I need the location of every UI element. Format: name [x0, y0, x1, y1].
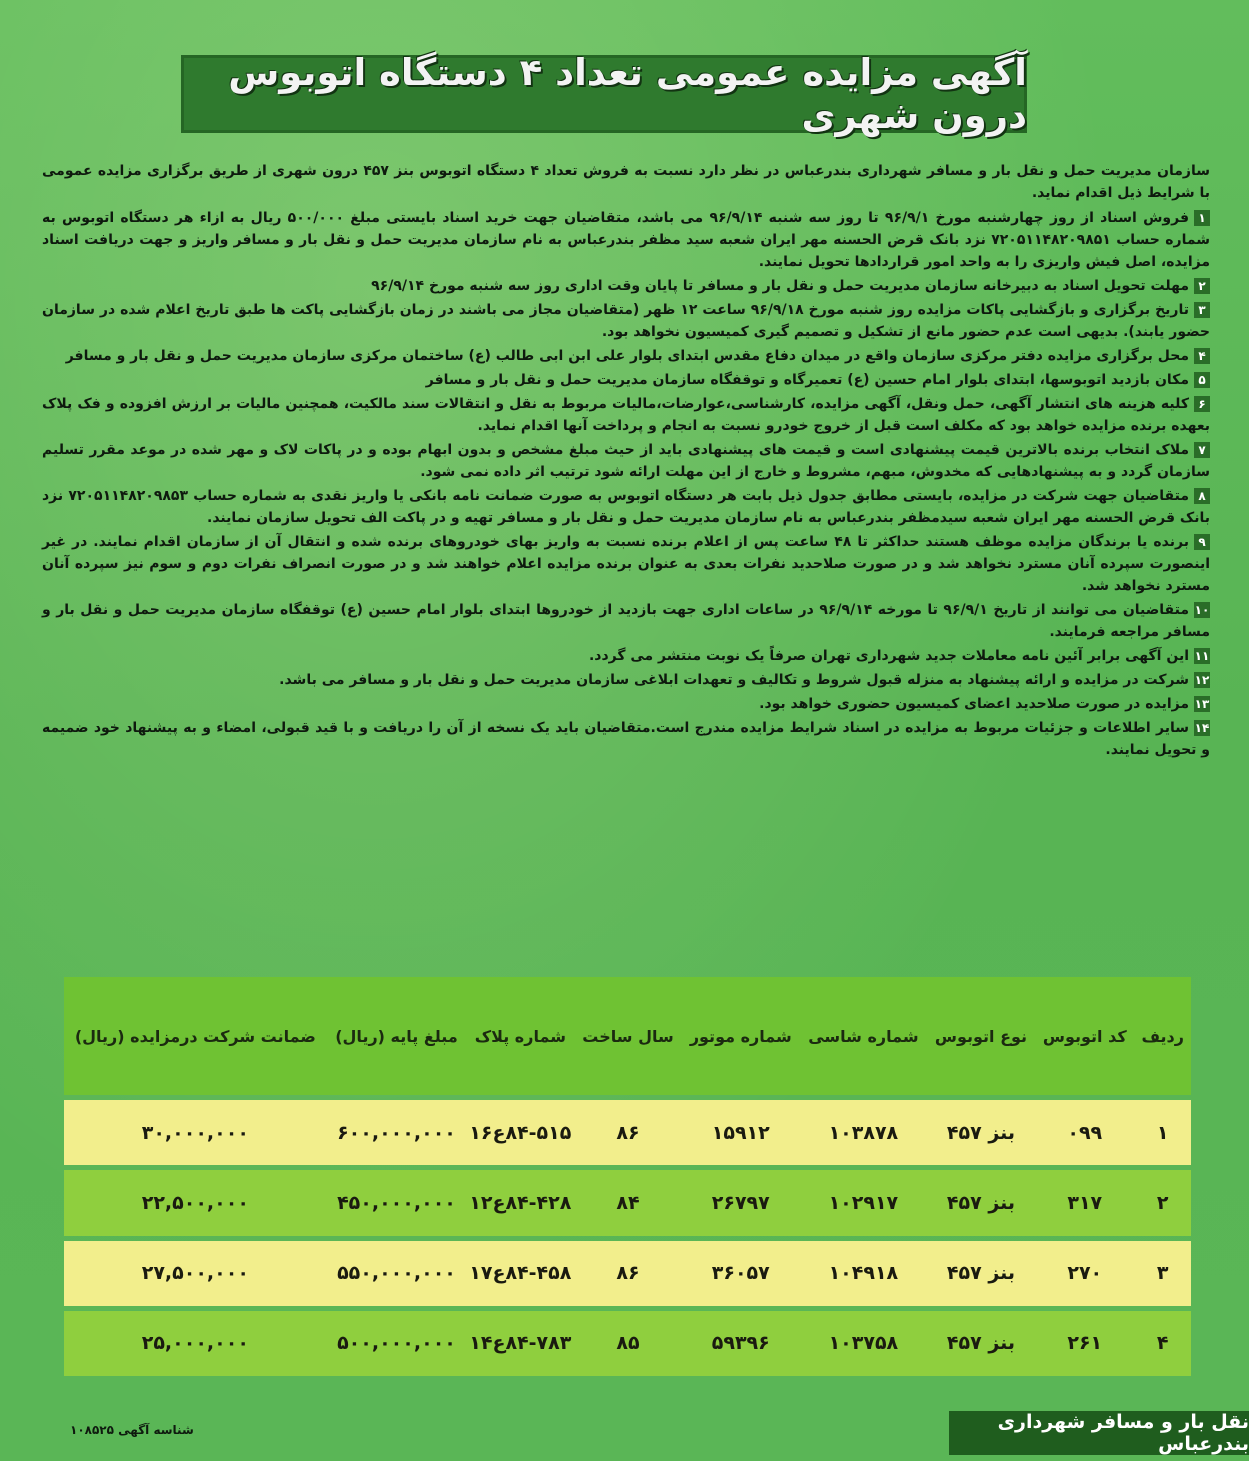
- clause-text: تاریخ برگزاری و بازگشایی پاکات مزایده روز شنبه مورخ ۹۶/۹/۱۸ ساعت ۱۲ ظهر (متقاضیان مجاز می باشند در زمان بازگشایی پاکت ها طبق تاریخ اعلام شده در سازمان حضور یابند). بدیهی است عدم حضور مانع از تشکیل و تصمیم گیری کمیسیون نخواهد بود.: [42, 302, 1210, 340]
- cell: ۸۴-۴۵۸ع۱۷: [466, 1241, 574, 1306]
- cell: ۲۲,۵۰۰,۰۰۰: [64, 1170, 327, 1235]
- clause-number: ۱۱: [1194, 649, 1210, 663]
- clause-number: ۳: [1194, 302, 1210, 318]
- clause-number: ۱۳: [1194, 697, 1210, 711]
- cell: ۲۵,۰۰۰,۰۰۰: [64, 1311, 327, 1376]
- clause-14: [42, 717, 1210, 761]
- clause-11: [42, 645, 1210, 667]
- cell: ۴: [1134, 1311, 1191, 1376]
- ad-body: [42, 160, 1210, 763]
- clause-2: [42, 275, 1210, 297]
- cell: ۸۴-۷۸۳ع۱۴: [466, 1311, 574, 1376]
- cell: ۱۰۲۹۱۷: [800, 1170, 927, 1235]
- table-header-row: [64, 977, 1191, 1095]
- clause-number: ۱: [1194, 210, 1210, 226]
- header-base-price: مبلغ پایه (ریال): [327, 977, 467, 1095]
- clause-4: [42, 345, 1210, 367]
- clause-text: فروش اسناد از روز چهارشنبه مورخ ۹۶/۹/۱ تا روز سه شنبه ۹۶/۹/۱۴ می باشد، متقاضیان جهت خرید اسناد بایستی مبلغ ۵۰۰/۰۰۰ ریال به ازاء هر دستگاه اتوبوس به شماره حساب ۷۲۰۵۱۱۴۸۲۰۹۸۵۱ نزد بانک قرض الحسنه مهر ایران شعبه سید مظفر بندرعباس به نام سازمان مدیریت حمل و نقل بار و مسافر واریز و جهت دریافت اسناد مزایده، اصل فیش واریزی را به واحد امور قراردادها تحویل نمایند.: [42, 210, 1210, 270]
- cell: ۱۰۳۷۵۸: [800, 1311, 927, 1376]
- cell: ۱۰۳۸۷۸: [800, 1100, 927, 1165]
- clause-text: مکان بازدید اتوبوسها، ابتدای بلوار امام حسین (ع) تعمیرگاه و توقفگاه سازمان مدیریت حمل و نقل بار و مسافر: [425, 372, 1189, 388]
- cell: ۸۴: [574, 1170, 681, 1235]
- cell: ۸۴-۴۲۸ع۱۲: [466, 1170, 574, 1235]
- clause-5: [42, 369, 1210, 391]
- header-row-number: ردیف: [1134, 977, 1191, 1095]
- clause-text: ملاک انتخاب برنده بالاترین قیمت پیشنهادی است و قیمت های پیشنهادی باید از حیث مبلغ مشخص و بدون ابهام بوده و در پاکات لاک و مهر شده در موعد مقرر تسلیم سازمان گردد و به پیشنهادهایی که مخدوش، مبهم، مشروط و خارج از این مهلت ارائه شود ترتیب اثر داده نمی شود.: [42, 442, 1210, 480]
- clause-3: [42, 299, 1210, 343]
- clause-text: شرکت در مزایده و ارائه پیشنهاد به منزله قبول شروط و تکالیف و تعهدات ابلاغی سازمان مدیریت حمل و نقل بار و مسافر می باشد.: [279, 672, 1189, 688]
- header-guarantee: ضمانت شرکت درمزایده (ریال): [64, 977, 327, 1095]
- clause-number: ۷: [1194, 442, 1210, 458]
- ad-title-banner: [181, 51, 1027, 137]
- ad-footer: [0, 1403, 1249, 1461]
- clause-8: [42, 485, 1210, 529]
- clause-7: [42, 439, 1210, 483]
- bus-table: [64, 972, 1191, 1381]
- cell: ۵۰۰,۰۰۰,۰۰۰: [327, 1311, 467, 1376]
- cell: بنز ۴۵۷: [927, 1170, 1035, 1235]
- header-bus-code: کد اتوبوس: [1035, 977, 1134, 1095]
- cell: ۰۹۹: [1035, 1100, 1134, 1165]
- clause-number: ۸: [1194, 488, 1210, 504]
- clause-text: متقاضیان جهت شرکت در مزایده، بایستی مطابق جدول ذیل بابت هر دستگاه اتوبوس به صورت ضمانت نامه بانکی یا واریز نقدی به شماره حساب ۷۲۰۵۱۱۴۸۲۰۹۸۵۳ نزد بانک قرض الحسنه مهر ایران شعبه سیدمظفر بندرعباس به نام سازمان مدیریت حمل و نقل بار و مسافر تهیه و در پاکت الف تحویل سازمان نمایند.: [42, 488, 1210, 526]
- clause-text: مهلت تحویل اسناد به دبیرخانه سازمان مدیریت حمل و نقل بار و مسافر تا پایان وقت اداری روز سه شنبه مورخ ۹۶/۹/۱۴: [371, 278, 1189, 294]
- clause-text: محل برگزاری مزایده دفتر مرکزی سازمان واقع در میدان دفاع مقدس ابتدای بلوار علی ابن ابی طالب (ع) ساختمان مرکزی سازمان مدیریت حمل و نقل بار و مسافر: [65, 348, 1189, 364]
- clause-number: ۲: [1194, 278, 1210, 294]
- table-row: [64, 1241, 1191, 1306]
- clause-number: ۱۴: [1194, 721, 1210, 735]
- cell: بنز ۴۵۷: [927, 1241, 1035, 1306]
- clause-text: برنده یا برندگان مزایده موظف هستند حداکثر تا ۴۸ ساعت پس از اعلام برنده نسبت به واریز بهای خودروهای برنده شده و انتقال آن از سازمان اقدام نمایند. در غیر اینصورت سپرده آنان مسترد نخواهد شد و در صورت صلاحدید نفرات بعدی به عنوان برنده مزایده اعلام خواهند شد و در صورت انصراف نفرات دوم و سوم نیز سپرده آنان مسترد نخواهد شد.: [42, 534, 1210, 594]
- cell: ۳۰,۰۰۰,۰۰۰: [64, 1100, 327, 1165]
- table-row: [64, 1100, 1191, 1165]
- clause-number: ۱۲: [1194, 673, 1210, 687]
- ad-title: آگهی مزایده عمومی تعداد ۴ دستگاه اتوبوس درون شهری: [228, 51, 1027, 137]
- clause-number: ۴: [1194, 348, 1210, 364]
- table-row: [64, 1170, 1191, 1235]
- intro-paragraph: سازمان مدیریت حمل و نقل بار و مسافر شهرداری بندرعباس در نظر دارد نسبت به فروش تعداد ۴ دستگاه اتوبوس بنز ۴۵۷ درون شهری از طریق برگزاری مزایده عمومی با شرایط ذیل اقدام نماید.: [42, 163, 1210, 201]
- clause-number: ۶: [1194, 396, 1210, 412]
- cell: ۳: [1134, 1241, 1191, 1306]
- clause-number: ۹: [1194, 534, 1210, 550]
- cell: ۱: [1134, 1100, 1191, 1165]
- clause-9: [42, 531, 1210, 597]
- clause-number: ۱۰: [1194, 603, 1210, 617]
- cell: ۸۵: [574, 1311, 681, 1376]
- cell: ۴۵۰,۰۰۰,۰۰۰: [327, 1170, 467, 1235]
- clause-text: کلیه هزینه های انتشار آگهی، حمل ونقل، آگهی مزایده، کارشناسی،عوارضات،مالیات مربوط به نقل و انتقالات سند مالکیت، همچنین مالیات بر ارزش افزوده و فک پلاک بعهده برنده مزایده خواهد بود که مکلف است قبل از خروج خودرو نسبت به انجام و پرداخت آنها اقدام نماید.: [42, 396, 1210, 434]
- cell: ۳۶۰۵۷: [682, 1241, 800, 1306]
- cell: ۲۷,۵۰۰,۰۰۰: [64, 1241, 327, 1306]
- clause-6: [42, 393, 1210, 437]
- clause-text: این آگهی برابر آئین نامه معاملات جدید شهرداری تهران صرفاً یک نوبت منتشر می گردد.: [588, 648, 1189, 664]
- footer-ad-id: شناسه آگهی ۱۰۸۵۲۵: [70, 1423, 194, 1437]
- clause-10: [42, 599, 1210, 643]
- cell: ۲۶۱: [1035, 1311, 1134, 1376]
- clause-1: [42, 207, 1210, 273]
- cell: ۲۷۰: [1035, 1241, 1134, 1306]
- bus-table-container: [64, 972, 1191, 1381]
- table-row: [64, 1311, 1191, 1376]
- header-build-year: سال ساخت: [574, 977, 681, 1095]
- cell: بنز ۴۵۷: [927, 1311, 1035, 1376]
- cell: ۱۰۴۹۱۸: [800, 1241, 927, 1306]
- cell: ۵۹۳۹۶: [682, 1311, 800, 1376]
- cell: بنز ۴۵۷: [927, 1100, 1035, 1165]
- cell: ۲: [1134, 1170, 1191, 1235]
- clause-number: ۵: [1194, 372, 1210, 388]
- header-bus-type: نوع اتوبوس: [927, 977, 1035, 1095]
- footer-org-name: نقل بار و مسافر شهرداری بندرعباس: [949, 1411, 1249, 1455]
- clause-13: [42, 693, 1210, 715]
- cell: ۳۱۷: [1035, 1170, 1134, 1235]
- header-plate-number: شماره پلاک: [466, 977, 574, 1095]
- cell: ۶۰۰,۰۰۰,۰۰۰: [327, 1100, 467, 1165]
- cell: ۲۶۷۹۷: [682, 1170, 800, 1235]
- cell: ۱۵۹۱۲: [682, 1100, 800, 1165]
- cell: ۸۴-۵۱۵ع۱۶: [466, 1100, 574, 1165]
- cell: ۵۵۰,۰۰۰,۰۰۰: [327, 1241, 467, 1306]
- header-chassis-number: شماره شاسی: [800, 977, 927, 1095]
- clause-text: سایر اطلاعات و جزئیات مربوط به مزایده در اسناد شرایط مزایده مندرج است.متقاضیان باید یک نسخه از آن را دریافت و با قید قبولی، امضاء و به پیشنهاد خود ضمیمه و تحویل نمایند.: [42, 720, 1210, 758]
- header-engine-number: شماره موتور: [682, 977, 800, 1095]
- cell: ۸۶: [574, 1100, 681, 1165]
- cell: ۸۶: [574, 1241, 681, 1306]
- clause-text: مزایده در صورت صلاحدید اعضای کمیسیون حضوری خواهد بود.: [759, 696, 1189, 712]
- clause-12: [42, 669, 1210, 691]
- clause-text: متقاضیان می توانند از تاریخ ۹۶/۹/۱ تا مورخه ۹۶/۹/۱۴ در ساعات اداری جهت بازدید از خودروها ابتدای بلوار امام حسین (ع) توقفگاه سازمان مدیریت حمل و نقل بار و مسافر مراجعه فرمایند.: [42, 602, 1210, 640]
